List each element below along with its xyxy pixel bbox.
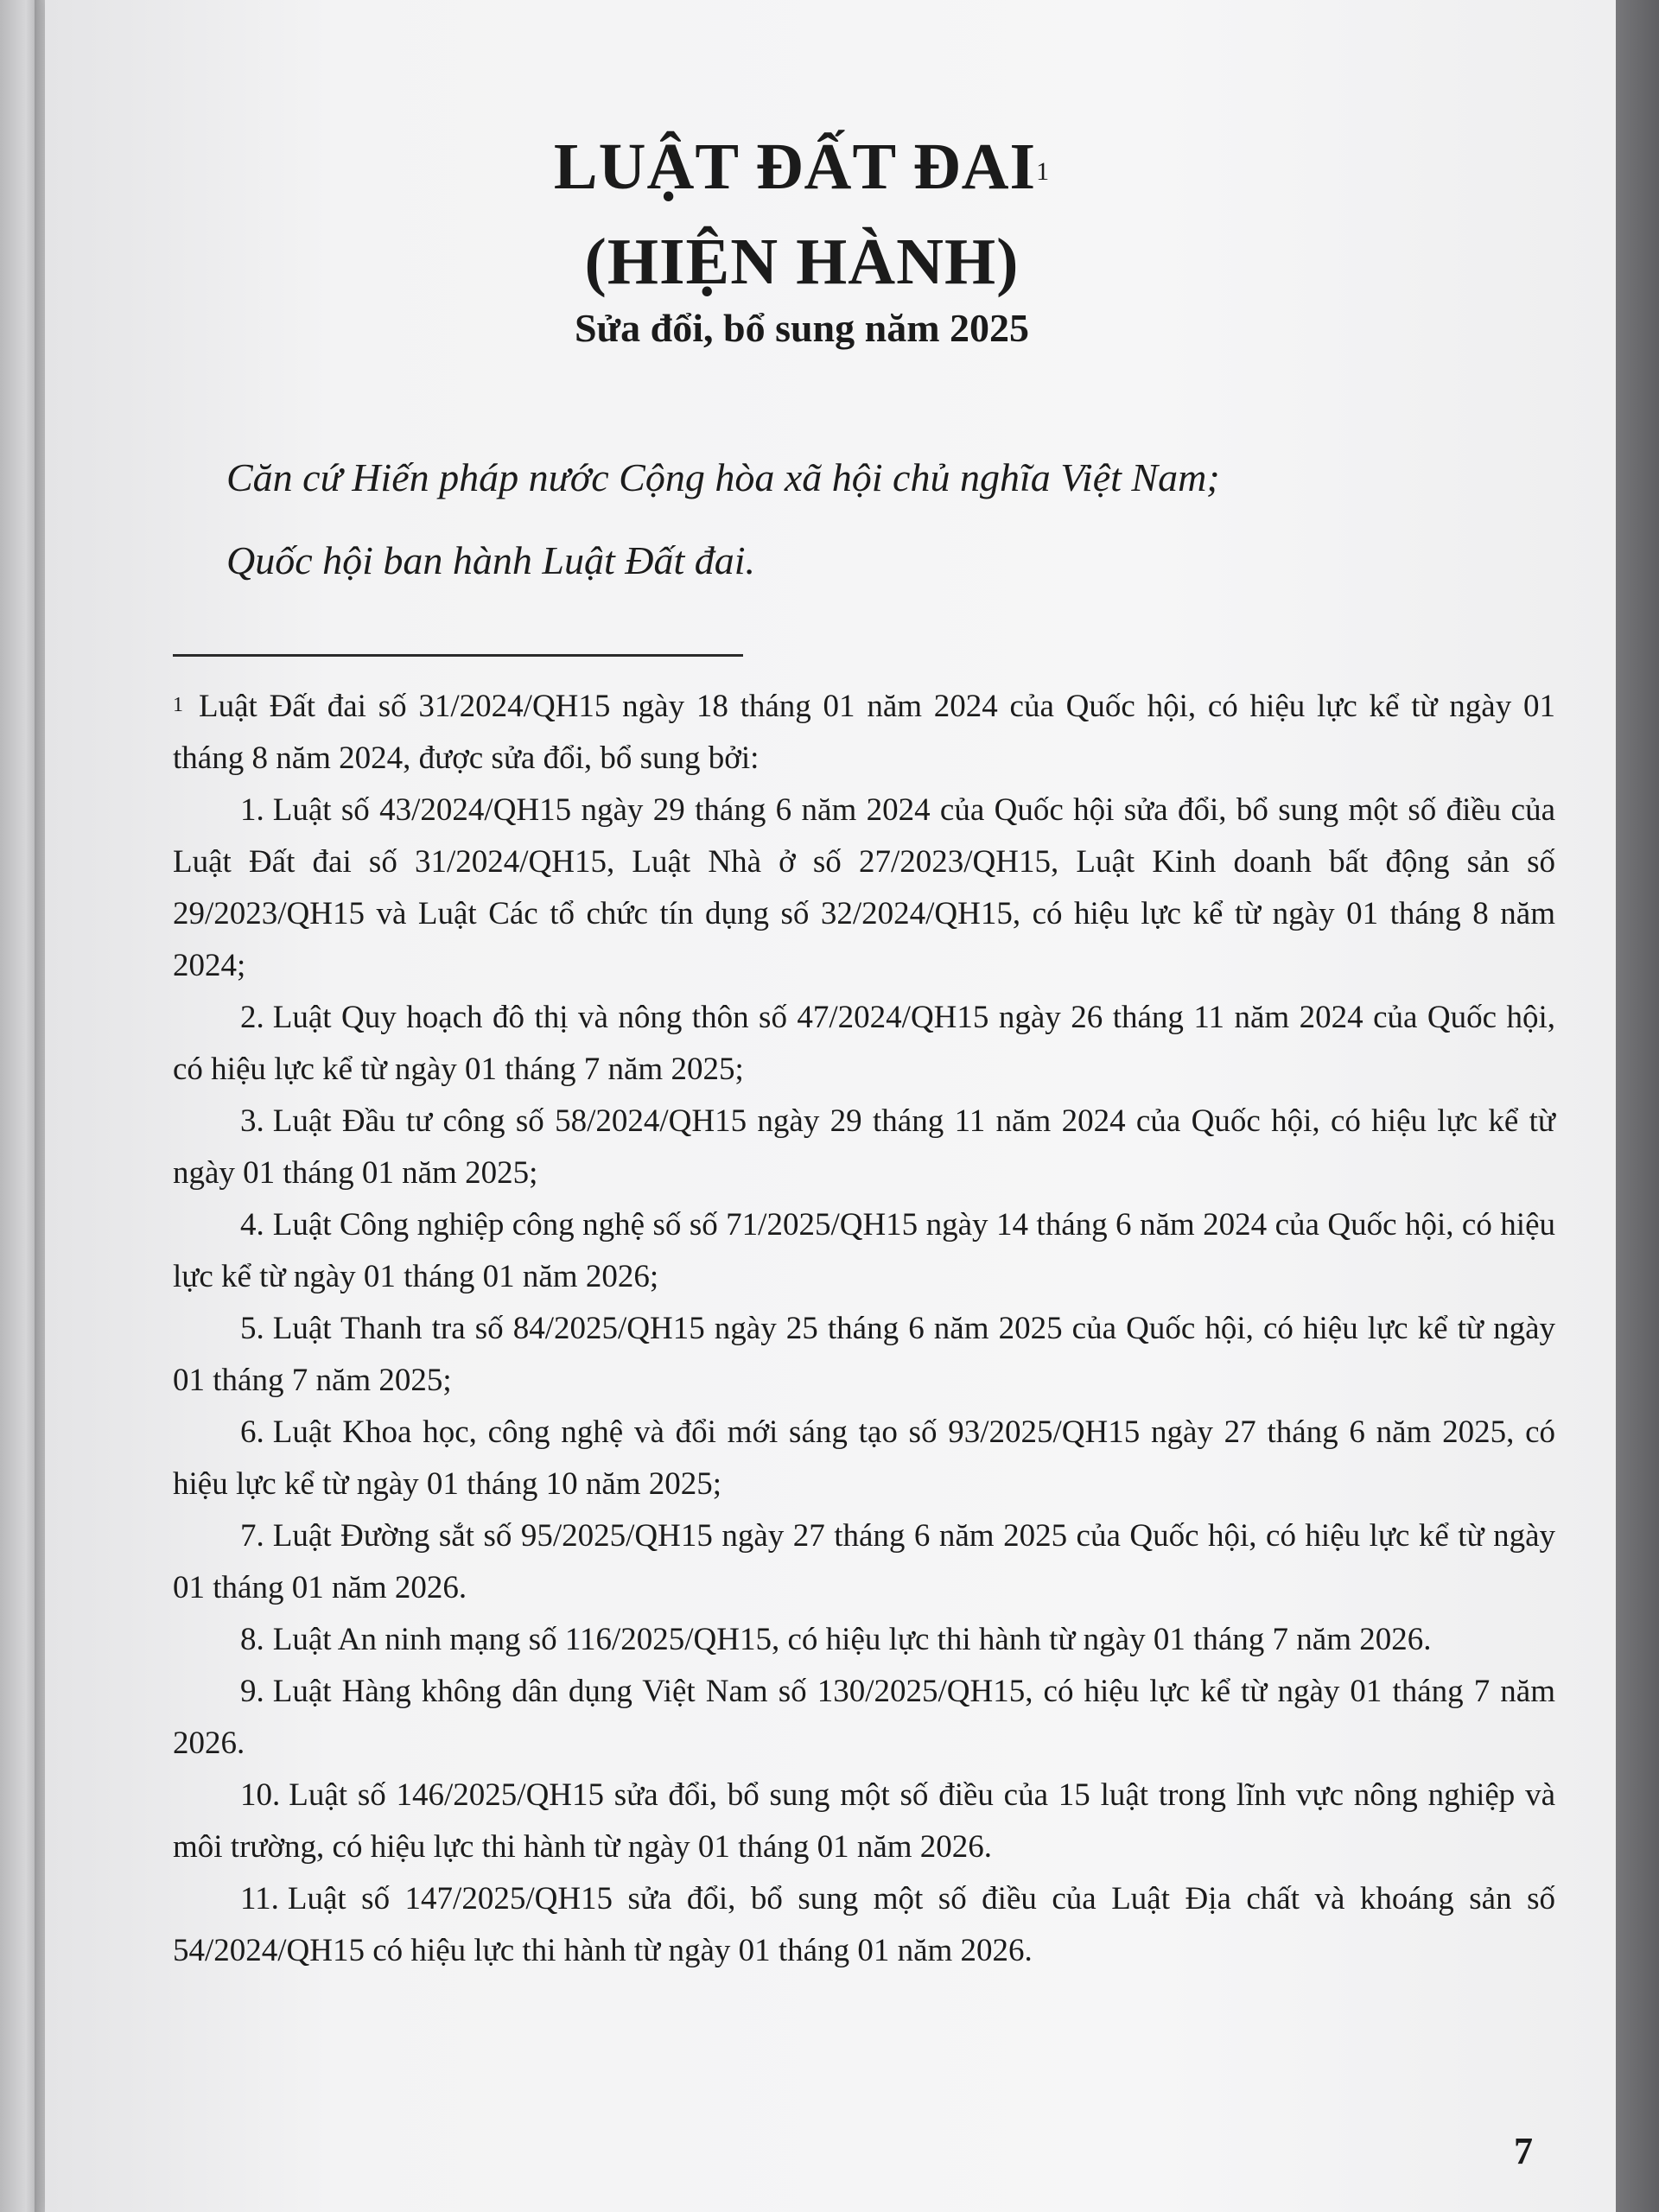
footnote-item (173, 1770, 1555, 1873)
law-subtitle: (HIỆN HÀNH) (584, 226, 1020, 298)
item-number: 1. (240, 792, 264, 828)
footnote-item (173, 1303, 1555, 1407)
item-number: 6. (240, 1414, 264, 1450)
footnote-item (173, 992, 1555, 1096)
preamble-line: Căn cứ Hiến pháp nước Cộng hòa xã hội chủ nghĩa Việt Nam; (226, 455, 1220, 499)
item-number: 5. (240, 1311, 264, 1346)
title-footnote-mark: 1 (1036, 157, 1051, 186)
footnote-item (173, 1614, 1555, 1666)
footnote-divider (173, 654, 743, 657)
preamble (226, 436, 1220, 602)
amendment-note: Sửa đổi, bổ sung năm 2025 (574, 306, 1030, 350)
item-number: 10. (240, 1777, 281, 1813)
footnote-item (173, 1666, 1555, 1770)
book-page (45, 0, 1616, 2212)
item-text: Luật Đường sắt số 95/2025/QH15 ngày 27 tháng 6 năm 2025 của Quốc hội, có hiệu lực kể từ ngày 01 tháng 01 năm 2026. (173, 1518, 1555, 1605)
footnote (173, 681, 1555, 1977)
page-number: 7 (1514, 2130, 1533, 2172)
item-number: 11. (240, 1881, 279, 1916)
footnote-item (173, 1199, 1555, 1303)
item-text: Luật số 147/2025/QH15 sửa đổi, bổ sung một số điều của Luật Địa chất và khoáng sản số 54/2024/QH15 có hiệu lực thi hành từ ngày 01 tháng 01 năm 2026. (173, 1881, 1555, 1968)
footnote-item (173, 1407, 1555, 1510)
law-title (124, 128, 1479, 206)
footnote-intro-text: Luật Đất đai số 31/2024/QH15 ngày 18 tháng 01 năm 2024 của Quốc hội, có hiệu lực kể từ ngày 01 tháng 8 năm 2024, được sửa đổi, bổ sung bởi: (173, 689, 1555, 776)
footnote-item (173, 1873, 1555, 1977)
footnote-intro (173, 681, 1555, 785)
item-number: 4. (240, 1207, 264, 1243)
item-text: Luật số 146/2025/QH15 sửa đổi, bổ sung một số điều của 15 luật trong lĩnh vực nông nghiệp và môi trường, có hiệu lực thi hành từ ngày 01 tháng 01 năm 2026. (173, 1777, 1555, 1865)
background-surface (1616, 0, 1659, 2212)
item-number: 8. (240, 1622, 264, 1657)
preamble-line: Quốc hội ban hành Luật Đất đai. (226, 538, 756, 582)
law-title-text: LUẬT ĐẤT ĐAI (553, 130, 1037, 203)
item-number: 2. (240, 1000, 264, 1035)
item-number: 9. (240, 1674, 264, 1709)
item-text: Luật Quy hoạch đô thị và nông thôn số 47/2024/QH15 ngày 26 tháng 11 năm 2024 của Quốc hội, có hiệu lực kể từ ngày 01 tháng 7 năm 2025; (173, 1000, 1555, 1087)
item-number: 3. (240, 1103, 264, 1139)
footnote-item (173, 1096, 1555, 1199)
item-text: Luật An ninh mạng số 116/2025/QH15, có hiệu lực thi hành từ ngày 01 tháng 7 năm 2026. (272, 1622, 1432, 1657)
item-text: Luật Khoa học, công nghệ và đổi mới sáng tạo số 93/2025/QH15 ngày 27 tháng 6 năm 2025, có hiệu lực kể từ ngày 01 tháng 10 năm 2025; (173, 1414, 1555, 1502)
item-text: Luật Công nghiệp công nghệ số số 71/2025/QH15 ngày 14 tháng 6 năm 2024 của Quốc hội, có hiệu lực kể từ ngày 01 tháng 01 năm 2026; (173, 1207, 1555, 1294)
item-number: 7. (240, 1518, 264, 1554)
item-text: Luật Đầu tư công số 58/2024/QH15 ngày 29 tháng 11 năm 2024 của Quốc hội, có hiệu lực kể từ ngày 01 tháng 01 năm 2025; (173, 1103, 1555, 1191)
footnote-item (173, 1510, 1555, 1614)
footnote-item (173, 785, 1555, 992)
item-text: Luật số 43/2024/QH15 ngày 29 tháng 6 năm 2024 của Quốc hội sửa đổi, bổ sung một số điều của Luật Đất đai số 31/2024/QH15, Luật Nhà ở số 27/2023/QH15, Luật Kinh doanh bất động sản số 29/2023/QH15 và Luật Các tổ chức tín dụng số 32/2024/QH15, có hiệu lực kể từ ngày 01 tháng 8 năm 2024; (173, 792, 1555, 983)
item-text: Luật Hàng không dân dụng Việt Nam số 130/2025/QH15, có hiệu lực kể từ ngày 01 tháng 7 năm 2026. (173, 1674, 1555, 1761)
footnote-mark: 1 (173, 694, 183, 716)
item-text: Luật Thanh tra số 84/2025/QH15 ngày 25 tháng 6 năm 2025 của Quốc hội, có hiệu lực kể từ ngày 01 tháng 7 năm 2025; (173, 1311, 1555, 1398)
